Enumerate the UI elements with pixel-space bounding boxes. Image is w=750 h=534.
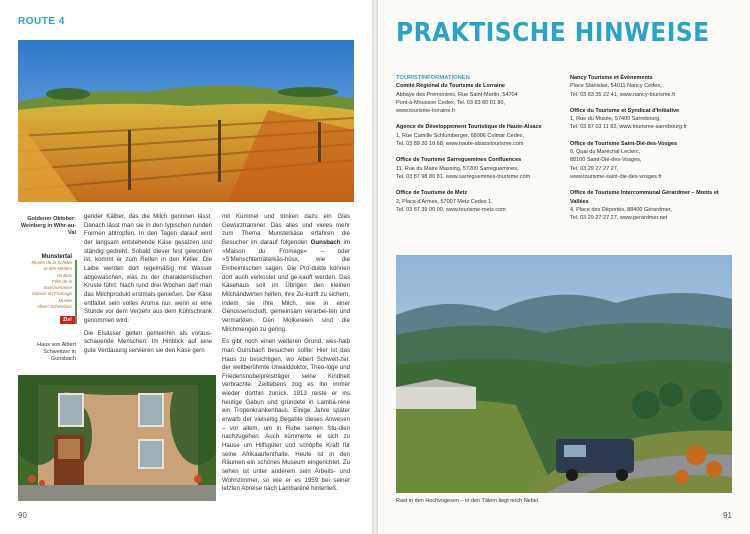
text-column-a [84,213,212,360]
address-line: 1, Rue du Musée, 57400 Sarrebourg, [570,116,661,123]
route-stop: du Bois [56,272,72,278]
org-name: Agence de Développement Touristique de Haute-Alsace [396,124,542,131]
info-block [396,123,556,148]
info-block [396,82,556,115]
route-line [75,260,77,324]
address-line: 1, Rue Camille Schlumberger, 68006 Colmar Cedex, [396,132,525,139]
vineyard-photo [18,40,354,202]
text-run: mit Kümmel und trinken dazu ein Glas Gewürztraminer. Das alles und vieles mehr zum Thema Munsterkäse erfahren die Besucher im darauf folgenden [222,213,350,246]
route-stop: transhumance [43,285,72,291]
org-name: Nancy Tourisme et Évènements [570,75,653,81]
info-column-left [396,74,556,222]
paragraph: gender Kälber, das die Milch gerinnen lässt. Danach lässt man sie in den typischen runden Formen abtropfen. In den Tagen darauf wird der langsam entstehende Käse gesalzen und ständig gedreht. Sobald dieser fest geworden ist, kommt er zum Reifen in den Keller. Die Laibe werden dort regelmäßig mit Wasser abgewaschen, was zu der charakteristischen Kruste führt. Nach rund drei Wochen darf man das Milchprodukt erstmals genießen. Der Käse entfaltet sein volles Aroma nur, wenn er eine Stunde vor dem Verzehr aus dem Kühlschrank genommen wird. [84,213,212,324]
photo-caption: Rast in den Hochvogesen – in den Tälern liegt noch Nebel. [396,498,540,504]
paragraph [222,213,350,334]
info-column-right [570,74,736,230]
address-line: Abbaye des Prémontrés, Rue Saint-Martin, 54704 [396,91,518,98]
org-name: Office de Tourisme Intercommunal Gérardmer – Monts et Vallées [570,190,719,205]
route-stop: Musée de la Schlitte [31,260,72,265]
org-name: Office de Tourisme Sarreguemines Confluences [396,157,522,164]
address-line: Place Stanislas, 54011 Nancy Cedex, [570,83,662,90]
mountain-photo [396,255,732,493]
route-tag: ROUTE 4 [18,16,65,27]
right-page [378,0,750,534]
route-map-box [22,254,72,310]
left-page [0,0,372,534]
address-line: Tel. 03 87 03 11 82, www.tourisme-sarrebourg.fr [570,124,687,131]
house-photo [18,375,216,501]
address-line: Tel. 03 83 35 22 41, www.nancy-tourisme.fr [570,91,676,98]
section-heading: TOURISTINFORMATIONEN [396,75,470,81]
info-block [570,189,736,222]
page-number: 91 [723,511,732,520]
address-line: 2, Place d'Armes, 57007 Metz Cedex 1, [396,198,493,205]
text-column-b [222,213,350,498]
org-name: Office de Tourisme de Metz [396,190,468,197]
vineyard-caption: Goldener Oktober: Weinberg in Wihr-au-Val [20,216,76,236]
address-line: 88100 Saint-Dié-des-Vosges, [570,157,642,164]
route-stop: et des Métiers [43,266,72,272]
org-name: Office du Tourisme et Syndicat d'Initiative [570,107,680,114]
address-line: 4, Place des Déportés, 88400 Gérardmer, [570,206,672,213]
address-line: 6, Quai du Maréchal Leclerc, [570,149,641,156]
address-line: Tel. 03 29 27 27 27, [570,165,619,172]
route-stop: Fête de la [51,278,72,284]
house-caption: Haus von Albert Schweitzer in Gunsbach [37,342,76,362]
address-line: Tel. 03 29 27 27 27, www.gerardmer.net [570,215,668,222]
route-map-title: Munstertal [41,254,72,260]
info-block [396,189,556,214]
highlight-gunsbach: Gunsbach [310,238,341,246]
org-name: Comité Régional du Tourisme de Lorraine [396,83,505,90]
info-block [570,74,736,99]
address-line: Tel. 03 89 20 10 68, www.haute-alsacetourisme.com [396,141,524,148]
info-block [570,107,736,132]
address-line: Pont-à-Mousson Cedex, Tel. 03 83 80 01 80, [396,99,506,106]
paragraph: Die Elsässer gelten gemeinhin als voraus-schauende Menschen: Im Hinblick auf eine gute Verdauung servieren sie den Käse gern [84,329,212,354]
address-line: Tel. 03 87 98 80 81, www.sarreguemines-tourisme.com [396,173,531,180]
address-line: www.tourisme-saint-die-des-vosges.fr [570,173,662,180]
info-block [570,140,736,181]
paragraph: Es gibt noch einen weiteren Grund, wes-halb man Gunsbach besuchen sollte: Hier ist das Haus zu besichtigen, wo Albert Schweit-zer, der weltberühmte Urwalddoktor, Theo-loge und Friedensnobelpreisträger seine Kindheit verbrachte. Zeitlebens zog es ihn immer wieder dorthin zurück. 1913 reiste er ins heutige Gabun und gründete in Lamba-réné ein Tropenkrankenhaus. Einige Jahre später erwarb der vielseitig Begabte dieses Anwesen – vor allem, um in Ruhe seinen Stu-dien nachzugehen. Auch kümmerte er sich zu Hause um Hilfsgüter und schöpfte Kraft für seine Afrikaaufenthalte. Heute ist in den Räumen ein schönes Museum eingerichtet. Zu sehen ist unter anderem sein Arbeits- und Wohnzimmer, so wie er es 1959 bei seiner letzten Abreise nach Lambaréné hinterließ. [222,338,350,493]
ziel-badge: Ziel [60,316,75,324]
route-stop: Maison du Fromage [31,291,72,297]
text-run: im »Maison du Fromage« – oder »S'Menschterträterkäs-hüsx, wie die Einheimischen sagen. Die Pro-dukte können dort auch verkostet und ge-kauft werden. Das Käsehaus soll im Übrigen den kleinen Milchändwirten helfen, ihre Zu-kunft zu sichern, indem sie ihre Milch, wie in einer Genossenschaft, gemeinsam verarbei-ten und vermarkten. Den Molkereien sind die Milchmengen zu gering. [222,238,350,333]
info-block [396,156,556,181]
page-title: PRAKTISCHE HINWEISE [396,18,710,48]
address-line: 11, Rue du Maire Massing, 57200 Sarreguemines, [396,165,519,172]
org-name: Office de Tourisme Saint-Dié-des-Vosges [570,140,678,147]
route-stop: Musée [58,297,72,303]
address-line: www.tourisme-lorraine.fr [396,108,456,115]
route-stop: Albert Schweitzer [36,304,72,310]
page-number: 90 [18,511,27,520]
address-line: Tel. 03 87 39 00 00, www.tourisme-metz.com [396,206,506,213]
